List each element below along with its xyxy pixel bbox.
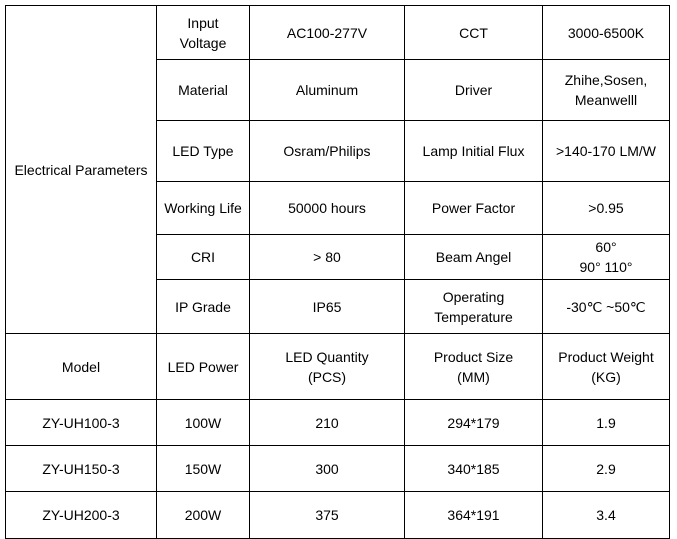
led-power-cell: 150W	[157, 446, 250, 492]
param-value	[250, 235, 405, 280]
model-cell: ZY-UH100-3	[6, 400, 157, 446]
param-label	[405, 121, 543, 182]
electrical-row	[6, 6, 670, 60]
param-value-line: 90° 110°	[579, 259, 633, 275]
model-header-cell	[543, 334, 670, 400]
product-size-cell: 340*185	[405, 446, 543, 492]
product-size-cell: 364*191	[405, 492, 543, 539]
param-value	[250, 121, 405, 182]
param-value-line: Aluminum	[295, 82, 359, 98]
header-line: Product Size	[433, 348, 514, 365]
param-label-line: Material	[178, 82, 228, 98]
param-label	[157, 182, 250, 235]
param-label	[157, 60, 250, 121]
param-label	[157, 121, 250, 182]
param-label	[157, 235, 250, 280]
product-weight-cell: 1.9	[543, 400, 670, 446]
param-value	[250, 6, 405, 60]
param-label	[405, 280, 543, 334]
param-value-line: 50000 hours	[288, 200, 366, 216]
param-label-line: LED Type	[172, 143, 234, 159]
product-size-cell: 294*179	[405, 400, 543, 446]
param-value-line: Meanwelll	[574, 92, 638, 108]
param-label-line: Power Factor	[431, 200, 516, 216]
param-label-line: Driver	[454, 82, 493, 98]
model-row	[6, 492, 670, 539]
led-quantity-cell: 210	[250, 400, 405, 446]
model-header-row	[6, 334, 670, 400]
param-label	[405, 235, 543, 280]
param-value	[543, 6, 670, 60]
param-label	[157, 6, 250, 60]
header-line: (MM)	[457, 368, 490, 385]
model-header-cell	[405, 334, 543, 400]
param-label-line: CCT	[459, 24, 488, 41]
param-label-line: Beam Angel	[435, 249, 512, 265]
param-value-line: Osram/Philips	[283, 143, 371, 159]
param-label	[405, 60, 543, 121]
param-label	[405, 182, 543, 235]
param-value-line: AC100-277V	[286, 24, 368, 41]
param-label-line: Voltage	[179, 34, 227, 51]
led-quantity-cell: 375	[250, 492, 405, 539]
header-line: (PCS)	[307, 368, 347, 385]
param-value	[250, 280, 405, 334]
model-cell: ZY-UH150-3	[6, 446, 157, 492]
model-row	[6, 400, 670, 446]
param-label-line: Input	[187, 14, 219, 31]
led-power-cell: 100W	[157, 400, 250, 446]
param-label-line: Working Life	[164, 200, 242, 216]
model-row	[6, 446, 670, 492]
param-value	[543, 121, 670, 182]
param-label-line: Operating	[442, 288, 505, 305]
param-value-line: IP65	[312, 298, 342, 315]
param-value-line: 3000-6500K	[567, 24, 645, 41]
led-quantity-cell: 300	[250, 446, 405, 492]
param-value	[543, 235, 670, 280]
param-label	[157, 280, 250, 334]
param-value	[543, 60, 670, 121]
param-value-line: Zhihe,Sosen,	[564, 72, 648, 88]
param-value	[543, 182, 670, 235]
header-line: LED Power	[167, 358, 239, 375]
header-line: (KG)	[591, 368, 621, 385]
header-line: Product Weight	[558, 348, 654, 365]
param-value-line: 60°	[595, 239, 617, 255]
param-value	[543, 280, 670, 334]
product-weight-cell: 2.9	[543, 446, 670, 492]
model-header-cell	[157, 334, 250, 400]
param-value	[250, 60, 405, 121]
model-cell: ZY-UH200-3	[6, 492, 157, 539]
param-value-line: >0.95	[588, 200, 624, 216]
led-power-cell: 200W	[157, 492, 250, 539]
param-label	[405, 6, 543, 60]
electrical-parameters-label: Electrical Parameters	[6, 6, 157, 334]
model-header-cell	[250, 334, 405, 400]
param-label-line: Lamp Initial Flux	[422, 143, 525, 159]
model-header-cell	[6, 334, 157, 400]
param-label-line: Temperature	[434, 308, 513, 325]
spec-table	[5, 5, 670, 539]
param-value-line: -30℃ ~50℃	[566, 298, 646, 315]
param-value-line: >140-170 LM/W	[556, 143, 656, 159]
product-weight-cell: 3.4	[543, 492, 670, 539]
param-value	[250, 182, 405, 235]
param-label-line: IP Grade	[175, 298, 231, 315]
param-label-line: CRI	[190, 249, 216, 265]
header-line: LED Quantity	[285, 348, 369, 365]
param-value-line: > 80	[313, 249, 341, 265]
header-line: Model	[61, 358, 101, 375]
